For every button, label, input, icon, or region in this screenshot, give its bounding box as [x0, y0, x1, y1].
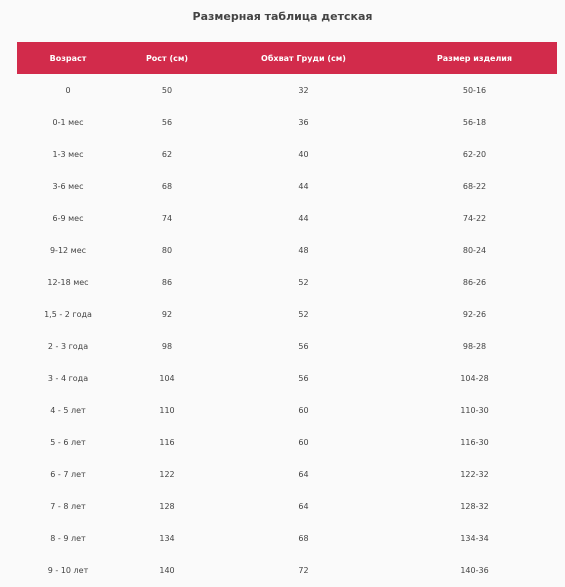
- height-cell: 74: [161, 213, 173, 223]
- table-row: [17, 554, 557, 586]
- age-cell: 5 - 6 лет: [50, 437, 86, 447]
- size-cell: 50-16: [462, 85, 487, 95]
- chest-cell: 44: [298, 213, 309, 223]
- chest-cell: 60: [298, 437, 309, 447]
- age-cell: 6 - 7 лет: [50, 469, 86, 479]
- size-cell: 116-30: [460, 437, 489, 447]
- height-cell: 104: [159, 373, 175, 383]
- page-title: Размерная таблица детская: [192, 10, 373, 23]
- table-row: [17, 394, 557, 426]
- size-cell: 80-24: [462, 245, 487, 255]
- size-cell: 140-36: [460, 565, 489, 575]
- table-row: [17, 202, 557, 234]
- table-row: [17, 74, 557, 106]
- table-body: [17, 74, 557, 586]
- size-cell: 86-26: [462, 277, 487, 287]
- size-cell: 98-28: [462, 341, 487, 351]
- chest-cell: 32: [298, 85, 309, 95]
- chest-cell: 56: [298, 373, 309, 383]
- header-size: Размер изделия: [436, 53, 513, 63]
- table-row: [17, 522, 557, 554]
- table-row: [17, 426, 557, 458]
- chest-cell: 52: [298, 309, 309, 319]
- size-cell: 74-22: [462, 213, 487, 223]
- header-chest: Обхват Груди (см): [261, 53, 346, 63]
- chest-cell: 68: [298, 533, 309, 543]
- age-cell: 9-12 мес: [49, 245, 87, 255]
- age-cell: 8 - 9 лет: [50, 533, 86, 543]
- height-cell: 86: [161, 277, 173, 287]
- header-height: Рост (см): [145, 53, 189, 63]
- height-cell: 98: [161, 341, 173, 351]
- chest-cell: 72: [298, 565, 309, 575]
- table-row: [17, 362, 557, 394]
- chest-cell: 56: [298, 341, 309, 351]
- chest-cell: 60: [298, 405, 309, 415]
- height-cell: 68: [161, 181, 173, 191]
- size-cell: 110-30: [460, 405, 489, 415]
- age-cell: 12-18 мес: [47, 277, 89, 287]
- age-cell: 9 - 10 лет: [47, 565, 89, 575]
- age-cell: 3 - 4 года: [47, 373, 89, 383]
- table-header-row: [17, 42, 557, 74]
- table-row: [17, 106, 557, 138]
- size-cell: 128-32: [460, 501, 489, 511]
- height-cell: 122: [159, 469, 175, 479]
- size-cell: 56-18: [462, 117, 487, 127]
- table-row: [17, 266, 557, 298]
- age-cell: 0: [65, 85, 71, 95]
- height-cell: 134: [159, 533, 175, 543]
- chest-cell: 64: [298, 501, 309, 511]
- chest-cell: 36: [298, 117, 309, 127]
- height-cell: 140: [159, 565, 175, 575]
- table-row: [17, 458, 557, 490]
- age-cell: 3-6 мес: [52, 181, 84, 191]
- age-cell: 7 - 8 лет: [50, 501, 86, 511]
- chest-cell: 40: [298, 149, 309, 159]
- table-row: [17, 138, 557, 170]
- size-cell: 92-26: [462, 309, 487, 319]
- table-row: [17, 330, 557, 362]
- size-table: [17, 42, 557, 586]
- age-cell: 4 - 5 лет: [50, 405, 86, 415]
- height-cell: 50: [161, 85, 173, 95]
- age-cell: 1-3 мес: [52, 149, 84, 159]
- table-row: [17, 234, 557, 266]
- height-cell: 128: [159, 501, 175, 511]
- age-cell: 0-1 мес: [52, 117, 84, 127]
- size-cell: 134-34: [460, 533, 489, 543]
- chest-cell: 48: [298, 245, 309, 255]
- size-cell: 122-32: [460, 469, 489, 479]
- height-cell: 110: [159, 405, 175, 415]
- size-cell: 104-28: [460, 373, 489, 383]
- age-cell: 1,5 - 2 года: [44, 309, 92, 319]
- age-cell: 6-9 мес: [52, 213, 84, 223]
- table-row: [17, 490, 557, 522]
- chest-cell: 64: [298, 469, 309, 479]
- chest-cell: 44: [298, 181, 309, 191]
- header-age: Возраст: [49, 53, 87, 63]
- height-cell: 80: [161, 245, 173, 255]
- age-cell: 2 - 3 года: [47, 341, 89, 351]
- height-cell: 56: [161, 117, 173, 127]
- table-row: [17, 298, 557, 330]
- height-cell: 62: [161, 149, 173, 159]
- chest-cell: 52: [298, 277, 309, 287]
- size-cell: 68-22: [462, 181, 487, 191]
- height-cell: 92: [161, 309, 173, 319]
- height-cell: 116: [159, 437, 175, 447]
- size-cell: 62-20: [462, 149, 487, 159]
- table-row: [17, 170, 557, 202]
